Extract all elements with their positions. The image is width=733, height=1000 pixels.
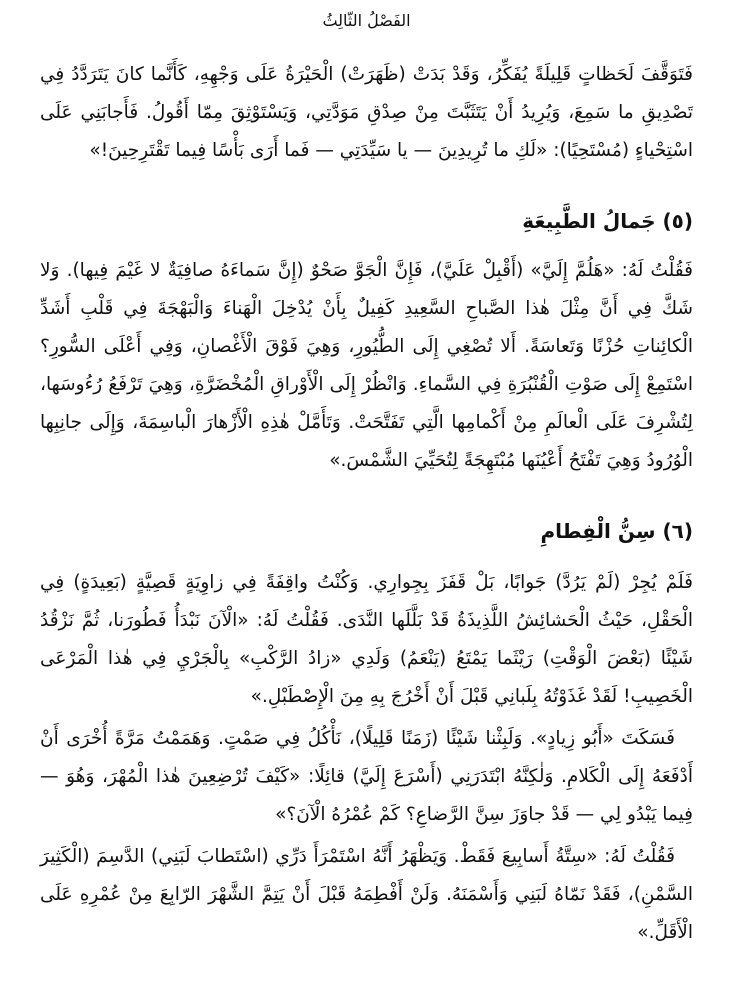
book-page — [40, 0, 693, 1000]
section-5-paragraph: فَقُلْتُ لَهُ: «هَلُمَّ إِلَيَّ» (أَقْبِلْ عَلَيَّ)، فَإِنَّ الْجَوَّ صَحْوٌ (إِنَّ سَماءَهُ صافِيَةٌ لا غَيْمَ فِيها). وَلا شَكَّ فِي أَنَّ مِثْلَ هٰذا الصَّباحِ السَّعِيدِ كَفِيلٌ بِأَنْ يُدْخِلَ الْهَناءَ وَالْبَهْجَةَ فِي قَلْبِ أَشَدِّ الْكائِناتِ حُزْنًا وَتَعاسَةً. أَلا تُصْغِي إِلَى الطُّيُورِ، وَهِيَ فَوْقَ الْأَغْصانِ، وَفِي أَعْلَى السُّورِ؟ اسْتَمِعْ إِلَى صَوْتِ الْقُنْبُرَةِ فِي السَّماءِ. وَانْظُرْ إِلَى الْأَوْراقِ الْمُخْضَرَّةِ، وَهِيَ تَرْفَعُ رُءُوسَها، لِتُشْرِفَ عَلَى الْعالَمِ مِنْ أَكْمامِها الَّتِي تَفَتَّحَتْ. وَتَأَمَّلْ هٰذِهِ الْأَزْهارَ الْباسِمَةَ، وَإِلَى جانِبِها الْوُرُودُ وَهِيَ تَفْتَحُ أَعْيُنَها مُبْتَهِجَةً لِتُحَيِّيَ الشَّمْسَ.» — [40, 260, 693, 471]
section-6-paragraph-1: فَلَمْ يُجِرْ (لَمْ يَرُدَّ) جَوابًا، بَلْ قَفَزَ بِجِوارِي. وَكُنْتُ واقِفَةً فِي زاوِيَةٍ قَصِيَّةٍ (بَعِيدَةٍ) فِي الْحَقْلِ، حَيْثُ الْحَشائِشُ اللَّذِيذَةُ قَدْ بَلَّلَها النَّدَى. فَقُلْتُ لَهُ: «الْآنَ نَبْدَأُ فَطُورَنا، ثُمَّ نَزْقُدُ شَيْئًا (بَعْضَ الْوَقْتِ) رَيْثَما يَمْتَعُ (يَنْعَمُ) وَلَدِي «زادُ الرَّكْبِ» بِالْجَرْيِ فِي هٰذا الْمَرْعَى الْخَصِيبِ! لَقَدْ غَذَوْتُهُ بِلَبانِي قَبْلَ أَنْ أَخْرُجَ بِهِ مِنَ الْإِصْطَبْلِ.» — [40, 572, 693, 707]
section-6-paragraph-3: فَقُلْتُ لَهُ: «سِتَّةُ أَسابِيعَ فَقَطْ. وَيَظْهَرُ أَنَّهُ اسْتَمْرَأَ دَرِّي (اسْتَطابَ لَبَنِي) الدَّسِمَ (الْكَثِيرَ السَّمْنِ)، فَقَدْ نَمّاهُ لَبَنِي وَأَسْمَنَهُ. وَلَنْ أَفْطِمَهُ قَبْلَ أَنْ يَتِمَّ الشَّهْرَ الرّابِعَ مِنْ عُمْرِهِ عَلَى الْأَقَلِّ.» — [40, 846, 693, 943]
section-6-title: (٦) سِنُّ الْفِطامِ — [540, 519, 693, 543]
section-6-paragraph-2: فَسَكَتَ «أَبُو زِيادٍ». وَلَبِثْنا شَيْئًا (زَمَنًا قَلِيلًا)، نَأْكُلُ فِي صَمْتٍ. وَهَمَمْتُ مَرَّةً أُخْرَى أَنْ أَدْفَعَهُ إِلَى الْكَلامِ. وَلٰكِنَّهُ ابْتَدَرَنِي (أَسْرَعَ إِلَيَّ) قائِلًا: «كَيْفَ تُرْضِعِينَ هٰذا الْمُهْرَ، وَهُوَ — فِيما يَبْدُو لِي — قَدْ جاوَزَ سِنَّ الرَّضاعِ؟ كَمْ عُمْرُهُ الْآنَ؟» — [40, 728, 693, 825]
intro-paragraph: فَتَوَقَّفَ لَحَظاتٍ قَلِيلَةً يُفَكِّرُ، وَقَدْ بَدَتْ (ظَهَرَتْ) الْحَيْرَةُ عَلَى وَجْهِهِ، كَأَنَّما كانَ يَتَرَدَّدُ فِي تَصْدِيقِ ما سَمِعَ، وَيُرِيدُ أَنْ يَتَثَبَّتَ مِنْ صِدْقِ مَوَدَّتِي، وَيَسْتَوْثِقَ مِمّا أَقُولُ. فَأَجابَنِي عَلَى اسْتِحْياءٍ (مُسْتَحِيًا): «لَكِ ما تُرِيدِينَ — يا سَيِّدَتِي — فَما أَرَى بَأْسًا فِيما تَقْتَرِحِينَ!» — [40, 64, 693, 161]
chapter-running-head: الفَصْلُ الثّالِثُ — [322, 11, 411, 30]
section-5-title: (٥) جَمالُ الطَّبِيعَةِ — [522, 209, 693, 233]
